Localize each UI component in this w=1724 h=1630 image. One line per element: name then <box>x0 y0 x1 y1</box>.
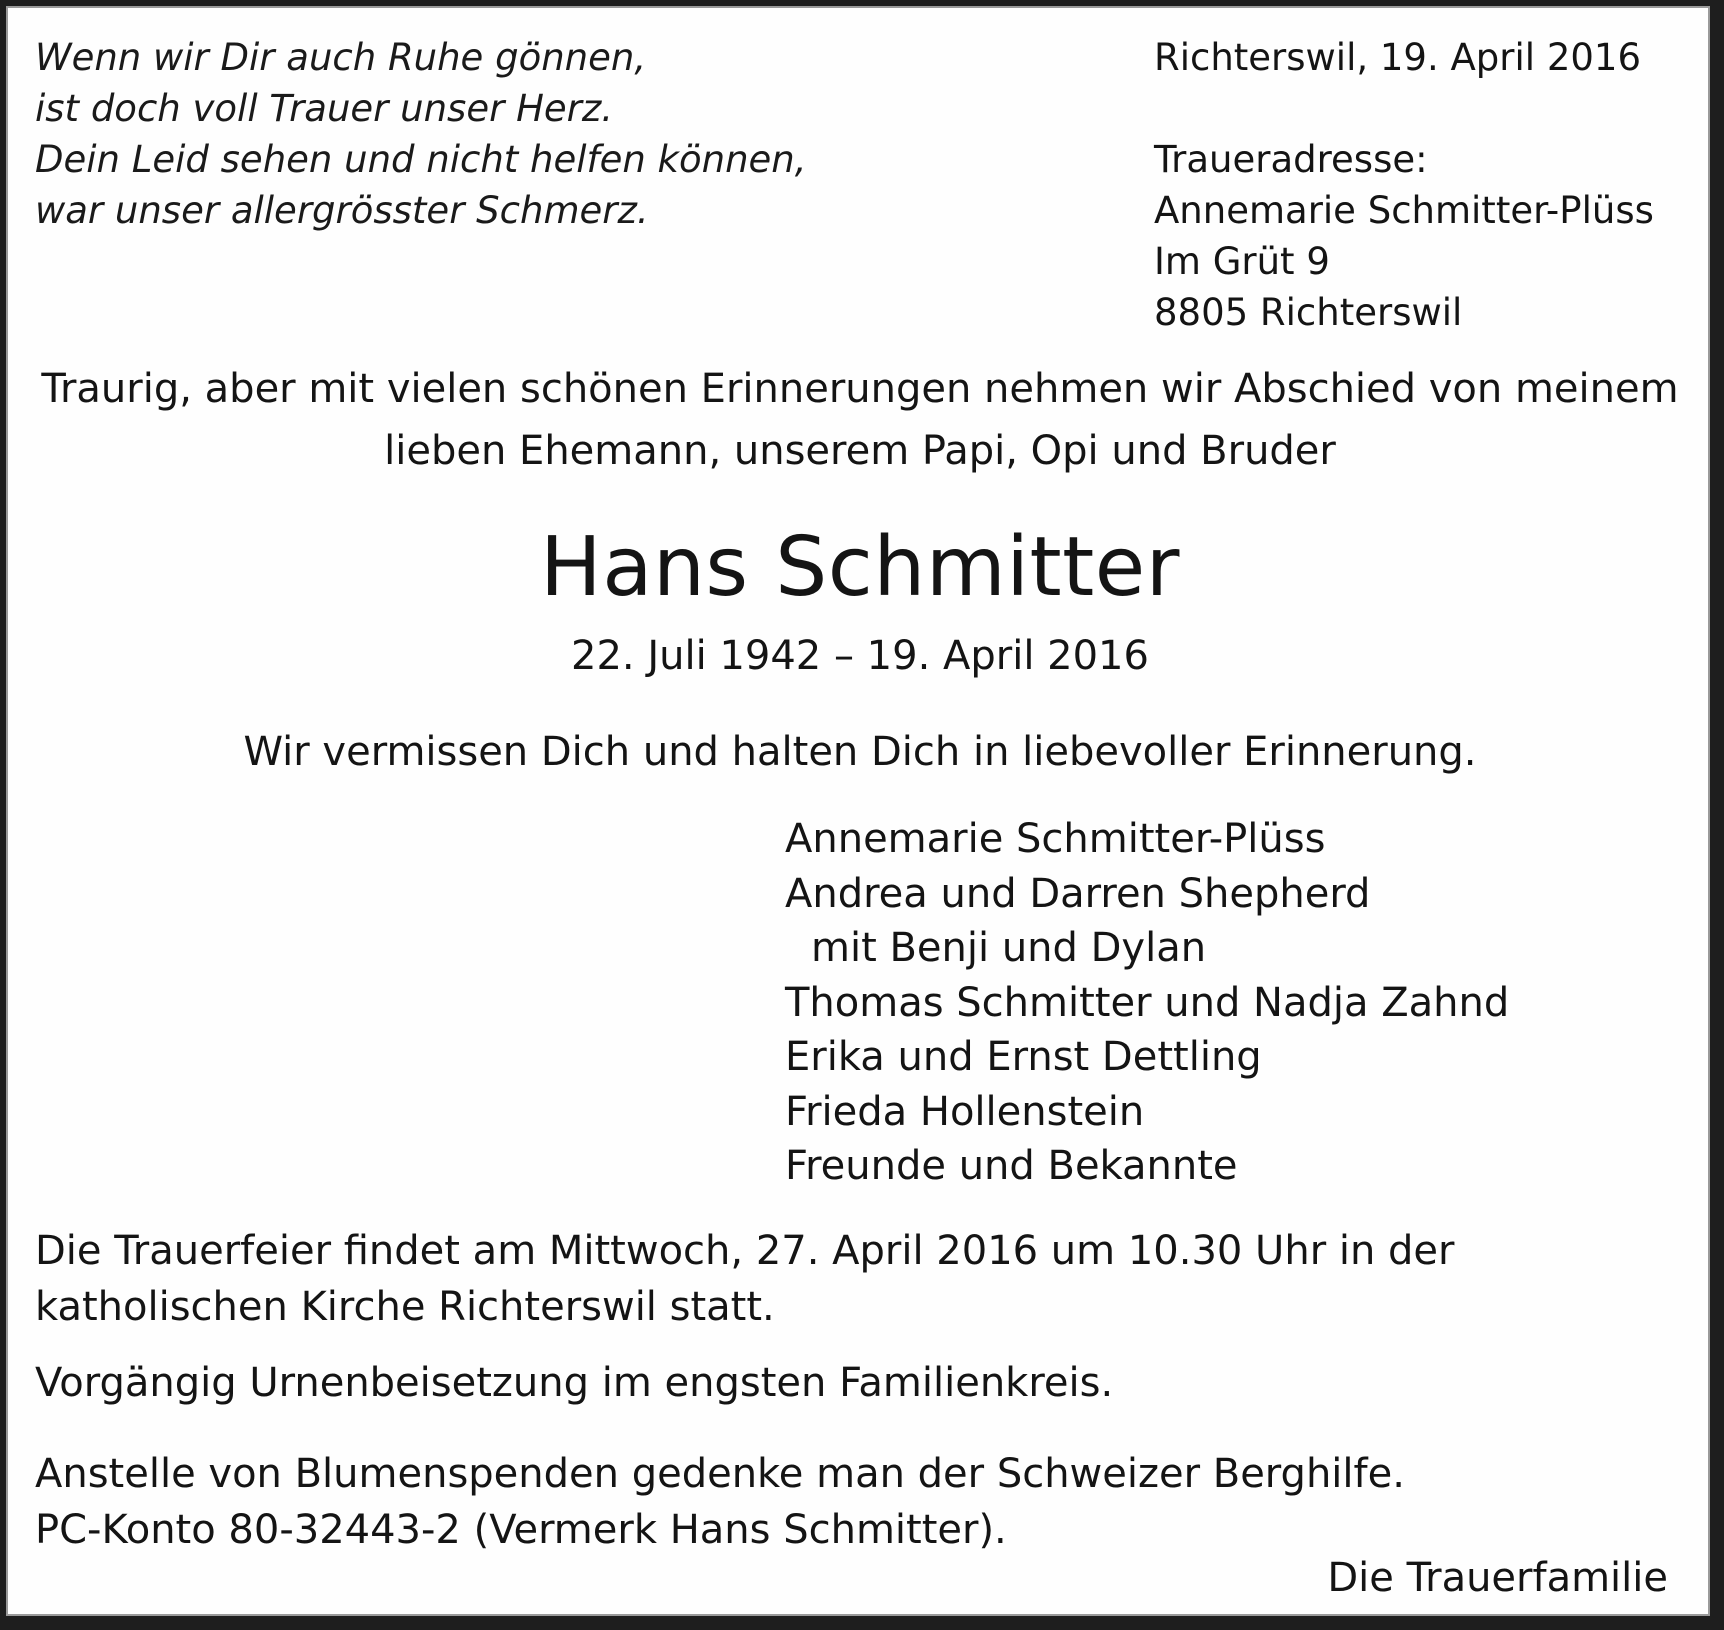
address-city: 8805 Richterswil <box>1154 291 1463 334</box>
mourners-list <box>785 812 1509 1194</box>
address-label: Traueradresse: <box>1154 138 1428 181</box>
address-name: Annemarie Schmitter-Plüss <box>1154 189 1654 232</box>
mourner: Freunde und Bekannte <box>785 1143 1238 1189</box>
mourner: Annemarie Schmitter-Plüss <box>785 816 1326 862</box>
deceased-name: Hans Schmitter <box>540 520 1180 615</box>
mourner: mit Benji und Dylan <box>811 925 1207 971</box>
place-date: Richterswil, 19. April 2016 <box>1154 36 1641 79</box>
intro-line: Traurig, aber mit vielen schönen Erinnerungen nehmen wir Abschied von meinem <box>41 366 1679 412</box>
poem-line: Dein Leid sehen und nicht helfen können, <box>35 138 807 181</box>
closing-signature: Die Trauerfamilie <box>1327 1555 1668 1601</box>
mourning-address <box>1154 134 1654 338</box>
burial-info <box>35 1355 1113 1411</box>
ceremony-line: katholischen Kirche Richterswil statt. <box>35 1284 775 1330</box>
ceremony-line: Die Trauerfeier findet am Mittwoch, 27. April 2016 um 10.30 Uhr in der <box>35 1228 1455 1274</box>
poem-line: war unser allergrösster Schmerz. <box>35 189 649 232</box>
donation-info <box>35 1446 1405 1558</box>
poem-line: ist doch voll Trauer unser Herz. <box>35 87 614 130</box>
mourner: Thomas Schmitter und Nadja Zahnd <box>785 979 1510 1026</box>
memory-line: Wir vermissen Dich und halten Dich in liebevoller Erinnerung. <box>243 729 1477 775</box>
intro-text <box>8 358 1712 482</box>
lifespan: 22. Juli 1942 – 19. April 2016 <box>571 633 1149 679</box>
burial-line: Vorgängig Urnenbeisetzung im engsten Familienkreis. <box>35 1360 1114 1406</box>
ceremony-info <box>35 1223 1454 1335</box>
mourner: Erika und Ernst Dettling <box>785 1034 1262 1080</box>
poem <box>35 32 807 236</box>
mourner: Frieda Hollenstein <box>785 1088 1145 1135</box>
obituary-notice <box>6 6 1710 1616</box>
donation-line: PC-Konto 80-32443-2 (Vermerk Hans Schmitter). <box>35 1507 1007 1553</box>
intro-line: lieben Ehemann, unserem Papi, Opi und Bruder <box>384 428 1336 474</box>
donation-line: Anstelle von Blumenspenden gedenke man der Schweizer Berghilfe. <box>35 1451 1405 1497</box>
poem-line: Wenn wir Dir auch Ruhe gönnen, <box>35 36 647 79</box>
address-street: Im Grüt 9 <box>1154 240 1330 283</box>
mourner: Andrea und Darren Shepherd <box>785 870 1371 917</box>
